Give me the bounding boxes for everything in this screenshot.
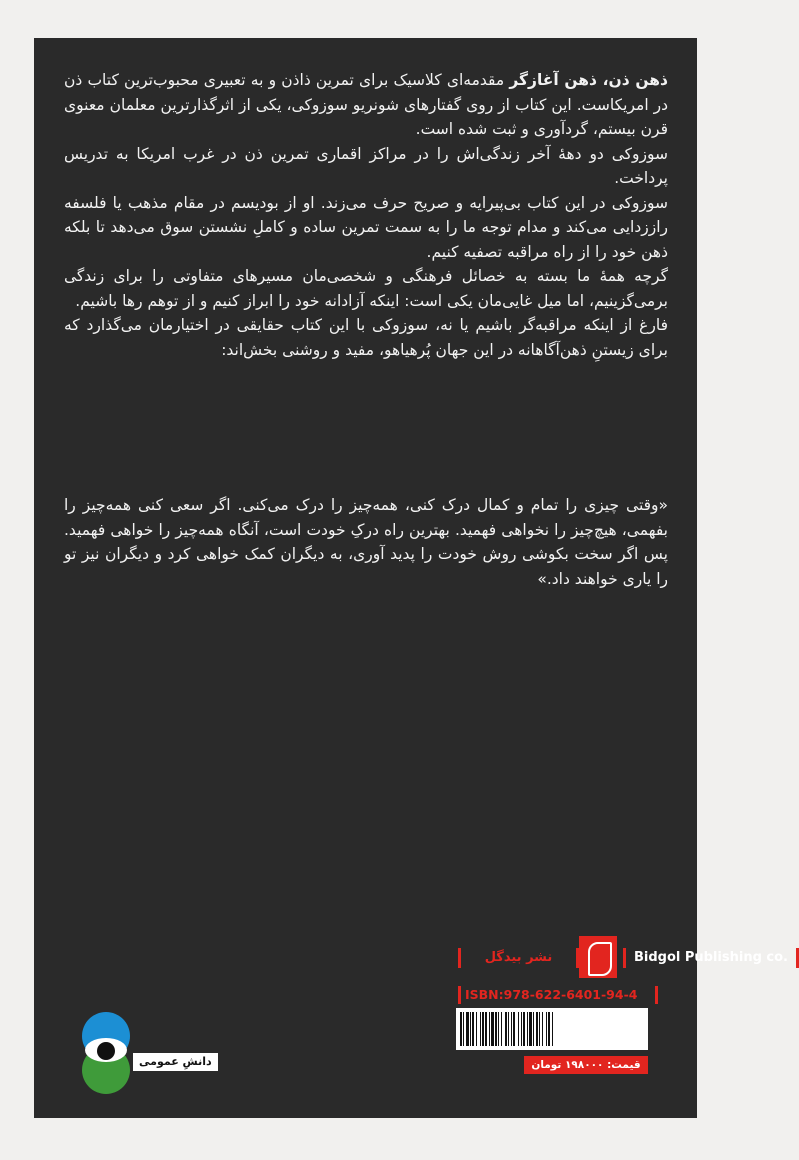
book-title-inline: ذهن ذن، ذهن آغازگر: [509, 71, 668, 89]
paragraph-approach: سوزوکی در این کتاب بی‌پیرایه و صریح حرف می‌زند. او از بودیسم در مقام مذهب یا فلسفه راززدایی می‌کند و مدام توجه ما را به سمت تمرین ساده و کاملِ نشستن سوق می‌دهد تا بلکه ذهن خود را از راه مراقبه تصفیه کنیم.: [64, 193, 668, 261]
eye-pupil-icon: [97, 1042, 115, 1060]
isbn-label: ISBN:978-622-6401-94-4: [458, 986, 658, 1004]
publisher-name-fa: نشر بیدگل: [458, 948, 579, 968]
suzuki-quote: «وقتی چیزی را تمام و کمال درک کنی، همه‌چیز را درک می‌کنی. اگر سعی کنی همه‌چیز را بفهمی، هیچ‌چیز را نخواهی فهمید. بهترین راه درکِ خودت است، آنگاه همه‌چیز را خواهی فهمید. پس اگر سخت بکوشی روش خودت را پدید آوری، به دیگران کمک خواهی کرد و دیگران نیز تو را یاری خواهند داد.»: [64, 496, 668, 588]
barcode: [456, 1008, 648, 1050]
blurb-text: [64, 68, 668, 362]
paragraph-intro: [64, 68, 668, 142]
series-label: دانشِ عمومی: [133, 1053, 218, 1071]
series-logo: [82, 1012, 130, 1094]
paragraph-intro-text: مقدمه‌ای کلاسیک برای تمرین ذاذن و به تعبیری محبوب‌ترین کتاب ذن در امریکاست. این کتاب از روی گفتارهای شونریو سوزوکی، یکی از اثرگذارترین معلمان معنوی قرن بیستم، گردآوری و ثبت شده است.: [64, 71, 668, 138]
paragraph-truths: فارغ از اینکه مراقبه‌گر باشیم یا نه، سوزوکی با این کتاب حقایقی در اختیارمان می‌گذارد که برای زیستنِ ذهن‌آگاهانه در این جهان پُرهیاهو، مفید و روشنی بخش‌اند:: [64, 316, 668, 359]
paragraph-paths: گرچه همۀ ما بسته به خصائل فرهنگی و شخصی‌مان مسیرهای متفاوتی را برای زندگی برمی‌گزینیم، اما میل غایی‌مان یکی است: اینکه آزادانه خود را ابراز کنیم و از توهم رها باشیم.: [64, 267, 668, 310]
publisher-logo-icon: [579, 936, 617, 978]
publisher-name-en: Bidgol Publishing co.: [623, 948, 799, 968]
price-label: قیمت: ۱۹۸۰۰۰ تومان: [524, 1056, 648, 1074]
paragraph-teaching: سوزوکی دو دهۀ آخر زندگی‌اش را در مراکز اقماری تمرین ذن در غرب امریکا به تدریس پرداخت.: [64, 144, 668, 187]
